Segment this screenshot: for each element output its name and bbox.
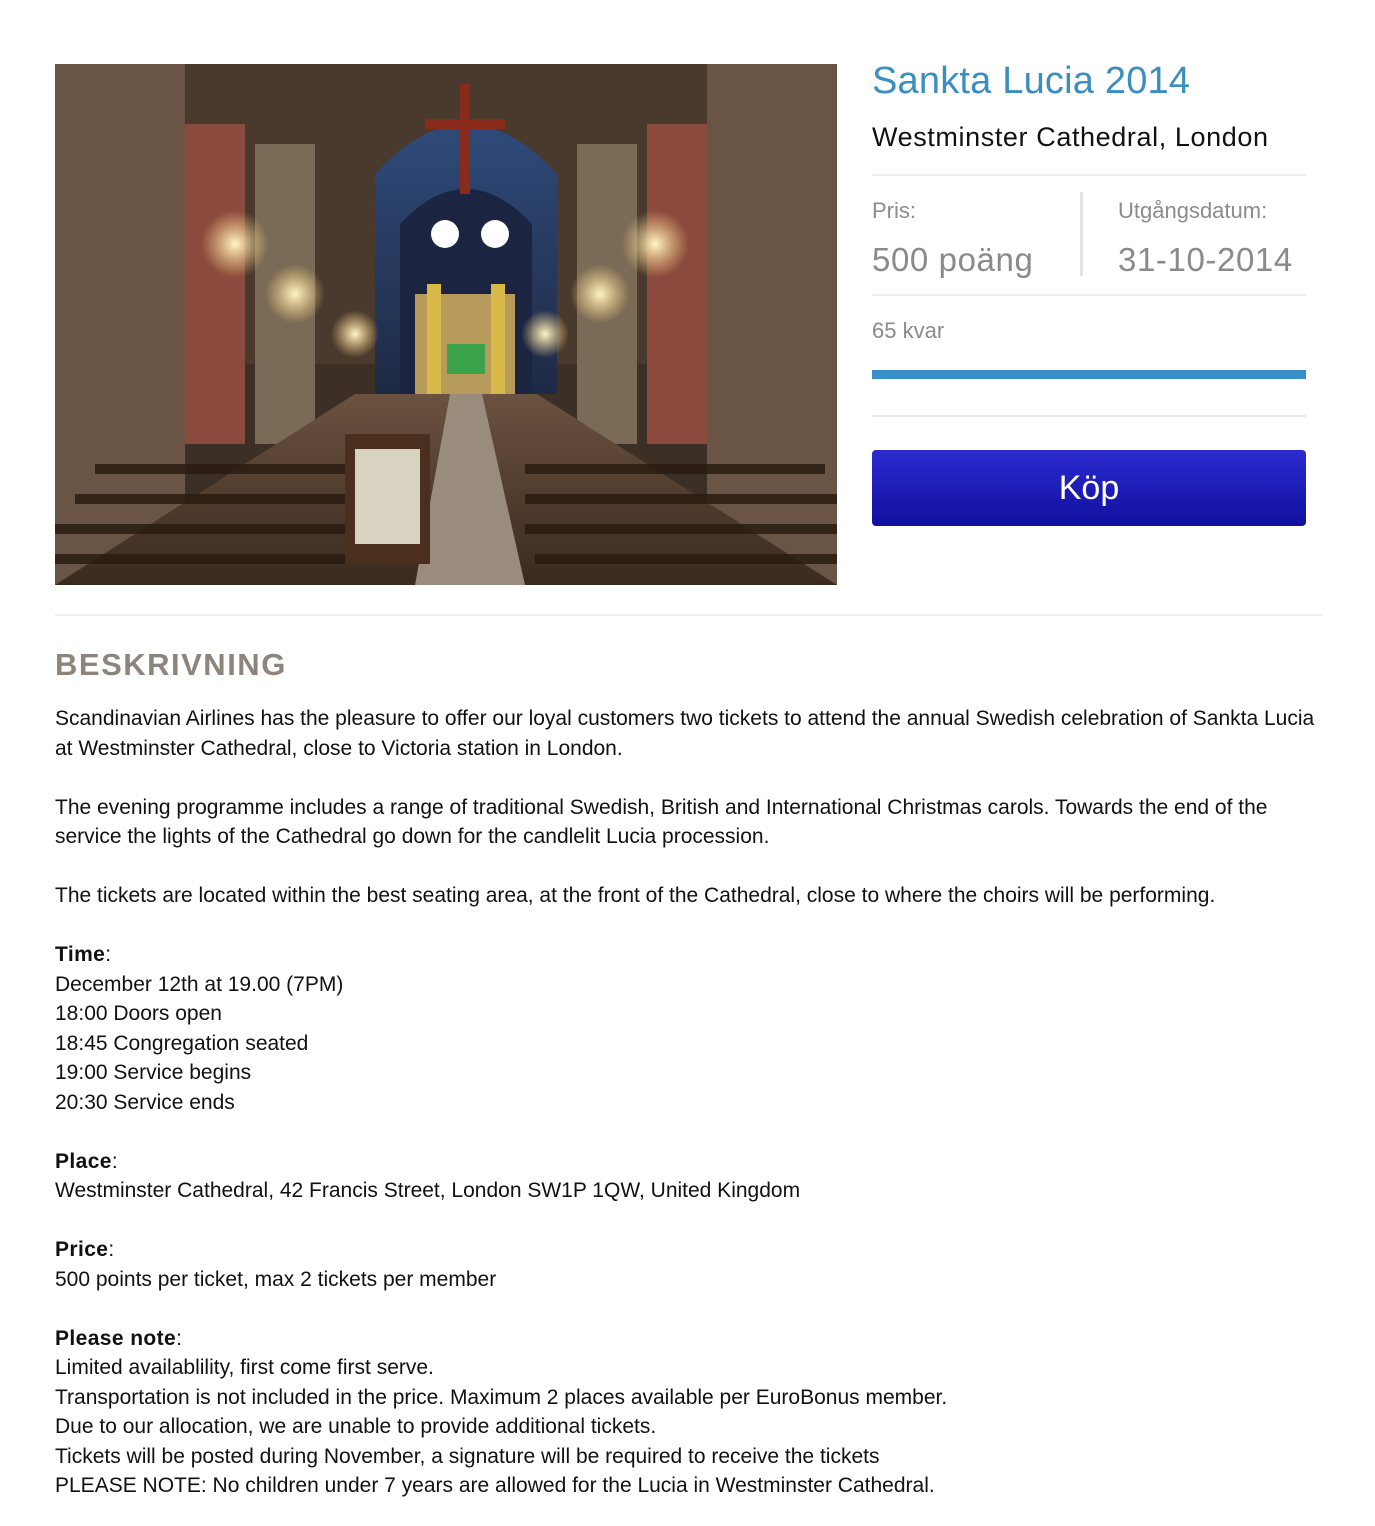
buy-button[interactable]: Köp <box>872 450 1306 526</box>
description-paragraph: The tickets are located within the best seating area, at the front of the Cathedral, close to where the choirs will be performing. <box>55 884 1216 907</box>
price-heading: Price: <box>55 1238 115 1261</box>
note-heading: Please note: <box>55 1326 182 1350</box>
note-line: PLEASE NOTE: No children under 7 years are allowed for the Lucia in Westminster Cathedral. <box>55 1474 935 1497</box>
time-line: 20:30 Service ends <box>55 1090 235 1114</box>
price-block <box>55 1235 1323 1294</box>
event-info-panel <box>872 60 1306 526</box>
price-stat <box>872 176 1080 280</box>
time-line: 18:00 Doors open <box>55 1002 222 1025</box>
divider <box>872 294 1306 296</box>
place-heading: Place: <box>55 1149 118 1173</box>
stat-divider <box>1080 192 1083 276</box>
description-paragraph: The evening programme includes a range of traditional Swedish, British and International Christmas carols. Towards the end of the service the lights of the Cathedral go down for the candlelit Lucia procession. <box>55 795 1268 848</box>
section-divider <box>55 614 1323 616</box>
description-heading: BESKRIVNING <box>55 647 287 682</box>
description-paragraph: Scandinavian Airlines has the pleasure to offer our loyal customers two tickets to attend the annual Swedish celebration of Sankta Lucia at Westminster Cathedral, close to Victoria station in London. <box>55 707 1315 760</box>
note-line: Limited availablility, first come first serve. <box>55 1356 434 1379</box>
time-line: 19:00 Service begins <box>55 1061 252 1084</box>
price-line: 500 points per ticket, max 2 tickets per member <box>55 1267 497 1291</box>
place-label: Place <box>55 1149 112 1173</box>
cathedral-image <box>55 64 837 585</box>
divider <box>872 415 1306 417</box>
event-title: Sankta Lucia 2014 <box>872 60 1191 102</box>
note-line: Tickets will be posted during November, a signature will be required to receive the tickets <box>55 1444 880 1468</box>
time-line: 18:45 Congregation seated <box>55 1031 309 1055</box>
note-line: Due to our allocation, we are unable to provide additional tickets. <box>55 1415 657 1438</box>
price-value: 500 poäng <box>872 241 1034 278</box>
price-label: Pris: <box>872 198 916 223</box>
expiry-label: Utgångsdatum: <box>1118 198 1268 223</box>
note-line: Transportation is not included in the price. Maximum 2 places available per EuroBonus member. <box>55 1385 948 1409</box>
event-header <box>55 60 1306 585</box>
time-line: December 12th at 19.00 (7PM) <box>55 972 344 996</box>
note-label: Please note <box>55 1326 177 1350</box>
time-block <box>55 940 1323 1117</box>
description-section <box>55 648 1323 1501</box>
note-block <box>55 1324 1323 1501</box>
expiry-value: 31-10-2014 <box>1118 241 1293 278</box>
time-heading: Time: <box>55 943 112 966</box>
expiry-stat <box>1118 176 1306 280</box>
place-line: Westminster Cathedral, 42 Francis Street, London SW1P 1QW, United Kingdom <box>55 1179 801 1202</box>
availability-progress-fill <box>872 370 1306 379</box>
event-venue: Westminster Cathedral, London <box>872 122 1269 152</box>
event-stats <box>872 176 1306 294</box>
price-block-label: Price <box>55 1238 109 1261</box>
place-block <box>55 1147 1323 1206</box>
availability-progress-bar <box>872 370 1306 379</box>
time-label: Time <box>55 943 106 966</box>
event-photo <box>55 64 837 585</box>
remaining-count: 65 kvar <box>872 318 945 343</box>
